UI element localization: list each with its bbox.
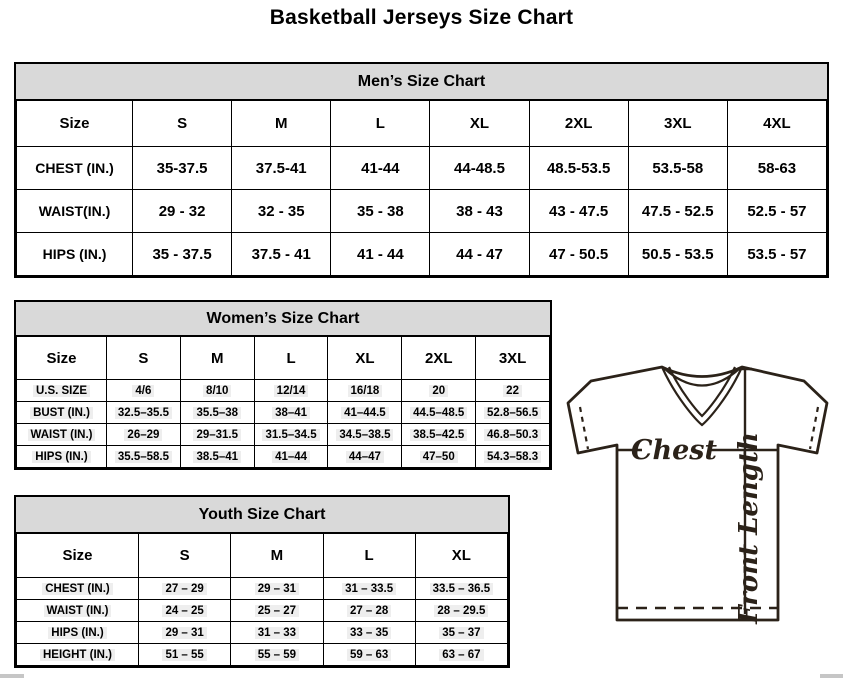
- size-header-2xl: 2XL: [529, 101, 628, 147]
- measurement-cell: 41 - 44: [331, 233, 430, 276]
- measurement-cell: [254, 402, 328, 424]
- measurement-cell: [254, 380, 328, 402]
- measurement-cell: [139, 644, 231, 666]
- row-label: WAIST(IN.): [17, 190, 133, 233]
- measurement-cell: 29 - 32: [133, 190, 232, 233]
- measurement-cell-text: 63 – 67: [439, 649, 483, 661]
- measurement-cell-text: 59 – 63: [347, 649, 391, 661]
- table-row: [17, 644, 508, 666]
- row-label: [17, 622, 139, 644]
- measurement-cell: 38 - 43: [430, 190, 529, 233]
- measurement-cell: [323, 622, 415, 644]
- table-row: [17, 622, 508, 644]
- measurement-cell: [415, 622, 507, 644]
- measurement-cell: [476, 424, 550, 446]
- measurement-cell: 37.5 - 41: [232, 233, 331, 276]
- measurement-cell: 48.5-53.5: [529, 147, 628, 190]
- measurement-cell: 52.5 - 57: [727, 190, 826, 233]
- measurement-cell-text: 52.8–56.5: [484, 407, 541, 419]
- measurement-cell: [254, 424, 328, 446]
- measurement-cell: 47.5 - 52.5: [628, 190, 727, 233]
- row-label: [17, 578, 139, 600]
- measurement-cell-text: 8/10: [203, 385, 231, 397]
- measurement-cell-text: 38–41: [272, 407, 310, 419]
- measurement-cell: 35-37.5: [133, 147, 232, 190]
- row-label: [17, 402, 107, 424]
- measurement-cell-text: 41–44.5: [341, 407, 389, 419]
- measurement-cell: [323, 644, 415, 666]
- table-row: [17, 233, 827, 276]
- measurement-cell: 58-63: [727, 147, 826, 190]
- measurement-cell: [415, 644, 507, 666]
- measurement-cell-text: 54.3–58.3: [484, 451, 541, 463]
- measurement-cell: [328, 402, 402, 424]
- measurement-cell-text: 35 – 37: [439, 627, 483, 639]
- measurement-cell: [107, 424, 181, 446]
- measurement-cell: 32 - 35: [232, 190, 331, 233]
- jersey-outline-shape: [568, 367, 827, 620]
- row-label-text: U.S. SIZE: [33, 385, 90, 397]
- womens-table-title: Women’s Size Chart: [16, 302, 550, 336]
- size-header-row: [17, 534, 508, 578]
- table-row: [17, 600, 508, 622]
- table-row: [17, 424, 550, 446]
- measurement-cell-text: 24 – 25: [162, 605, 206, 617]
- measurement-cell: 50.5 - 53.5: [628, 233, 727, 276]
- measurement-cell-text: 27 – 28: [347, 605, 391, 617]
- measurement-cell-text: 29 – 31: [255, 583, 299, 595]
- size-header-m: M: [180, 337, 254, 380]
- measurement-cell: [415, 578, 507, 600]
- row-label: [17, 424, 107, 446]
- row-label-text: WAIST (IN.): [28, 429, 96, 441]
- row-label: HIPS (IN.): [17, 233, 133, 276]
- youth-table-title: Youth Size Chart: [16, 497, 508, 533]
- chest-label: Chest: [631, 435, 717, 466]
- measurement-cell: [231, 622, 323, 644]
- size-header-l: L: [331, 101, 430, 147]
- measurement-cell-text: 31 – 33.5: [342, 583, 396, 595]
- row-label-text: CHEST (IN.): [42, 583, 113, 595]
- measurement-cell: [402, 380, 476, 402]
- size-header-xl: XL: [328, 337, 402, 380]
- measurement-cell-text: 32.5–35.5: [115, 407, 172, 419]
- measurement-cell: 44-48.5: [430, 147, 529, 190]
- measurement-cell: [231, 578, 323, 600]
- measurement-cell: [402, 424, 476, 446]
- measurement-cell-text: 33.5 – 36.5: [430, 583, 494, 595]
- row-label: [17, 600, 139, 622]
- measurement-cell: [180, 402, 254, 424]
- measurement-cell-text: 35.5–58.5: [115, 451, 172, 463]
- measurement-cell-text: 51 – 55: [162, 649, 206, 661]
- size-column-header: Size: [17, 534, 139, 578]
- womens-size-table: [16, 336, 550, 468]
- size-header-m: M: [231, 534, 323, 578]
- jersey-measurement-diagram: [558, 360, 840, 628]
- measurement-cell: [180, 446, 254, 468]
- row-label-text: HIPS (IN.): [48, 627, 106, 639]
- size-column-header: Size: [17, 337, 107, 380]
- womens-size-chart: [14, 300, 552, 470]
- row-label: [17, 380, 107, 402]
- measurement-cell-text: 20: [429, 385, 448, 397]
- mens-size-chart: [14, 62, 829, 278]
- measurement-cell-text: 44–47: [346, 451, 384, 463]
- measurement-cell: [328, 446, 402, 468]
- size-header-row: [17, 101, 827, 147]
- row-label-text: BUST (IN.): [30, 407, 93, 419]
- measurement-cell: 44 - 47: [430, 233, 529, 276]
- measurement-cell: [328, 380, 402, 402]
- measurement-cell: 47 - 50.5: [529, 233, 628, 276]
- measurement-cell-text: 46.8–50.3: [484, 429, 541, 441]
- measurement-cell: [476, 446, 550, 468]
- size-header-l: L: [323, 534, 415, 578]
- measurement-cell: [415, 600, 507, 622]
- size-header-4xl: 4XL: [727, 101, 826, 147]
- measurement-cell: [231, 644, 323, 666]
- measurement-cell: 35 - 37.5: [133, 233, 232, 276]
- measurement-cell: [107, 380, 181, 402]
- measurement-cell: [323, 600, 415, 622]
- table-row: [17, 380, 550, 402]
- measurement-cell: [476, 402, 550, 424]
- measurement-cell-text: 34.5–38.5: [336, 429, 393, 441]
- size-header-3xl: 3XL: [628, 101, 727, 147]
- measurement-cell: [180, 424, 254, 446]
- measurement-cell: [139, 622, 231, 644]
- measurement-cell-text: 12/14: [274, 385, 309, 397]
- measurement-cell: 37.5-41: [232, 147, 331, 190]
- measurement-cell-text: 25 – 27: [255, 605, 299, 617]
- size-header-s: S: [133, 101, 232, 147]
- youth-size-chart: [14, 495, 510, 668]
- youth-size-table: [16, 533, 508, 666]
- measurement-cell-text: 44.5–48.5: [410, 407, 467, 419]
- size-header-xl: XL: [415, 534, 507, 578]
- mens-size-table: [16, 100, 827, 276]
- measurement-cell-text: 38.5–41: [193, 451, 241, 463]
- table-row: [17, 446, 550, 468]
- measurement-cell: 53.5 - 57: [727, 233, 826, 276]
- mens-table-title: Men’s Size Chart: [16, 64, 827, 100]
- horizontal-scrollbar-fragment-right[interactable]: [820, 674, 843, 678]
- size-header-s: S: [107, 337, 181, 380]
- measurement-cell-text: 29 – 31: [162, 627, 206, 639]
- row-label: [17, 446, 107, 468]
- measurement-cell-text: 4/6: [132, 385, 154, 397]
- size-header-m: M: [232, 101, 331, 147]
- front-length-label: Front Length: [734, 432, 764, 624]
- row-label: [17, 644, 139, 666]
- table-row: [17, 402, 550, 424]
- measurement-cell-text: 33 – 35: [347, 627, 391, 639]
- measurement-cell-text: 35.5–38: [193, 407, 241, 419]
- size-header-2xl: 2XL: [402, 337, 476, 380]
- measurement-cell: [231, 600, 323, 622]
- measurement-cell-text: 31.5–34.5: [262, 429, 319, 441]
- measurement-cell-text: 29–31.5: [193, 429, 241, 441]
- measurement-cell-text: 41–44: [272, 451, 310, 463]
- measurement-cell: [402, 446, 476, 468]
- measurement-cell-text: 22: [503, 385, 522, 397]
- table-row: [17, 190, 827, 233]
- table-row: [17, 147, 827, 190]
- measurement-cell: 41-44: [331, 147, 430, 190]
- measurement-cell: [107, 402, 181, 424]
- measurement-cell: [254, 446, 328, 468]
- measurement-cell-text: 38.5–42.5: [410, 429, 467, 441]
- measurement-cell: [107, 446, 181, 468]
- measurement-cell: [139, 578, 231, 600]
- measurement-cell: 43 - 47.5: [529, 190, 628, 233]
- size-header-xl: XL: [430, 101, 529, 147]
- measurement-cell-text: 16/18: [348, 385, 383, 397]
- measurement-cell: [323, 578, 415, 600]
- row-label: CHEST (IN.): [17, 147, 133, 190]
- measurement-cell: [402, 402, 476, 424]
- measurement-cell-text: 47–50: [420, 451, 458, 463]
- size-header-s: S: [139, 534, 231, 578]
- size-header-3xl: 3XL: [476, 337, 550, 380]
- measurement-cell-text: 26–29: [124, 429, 162, 441]
- measurement-cell: [139, 600, 231, 622]
- horizontal-scrollbar-fragment-left[interactable]: [0, 674, 24, 678]
- measurement-cell-text: 55 – 59: [255, 649, 299, 661]
- measurement-cell: [476, 380, 550, 402]
- row-label-text: HEIGHT (IN.): [40, 649, 115, 661]
- measurement-cell-text: 31 – 33: [255, 627, 299, 639]
- page-title: Basketball Jerseys Size Chart: [269, 6, 574, 29]
- measurement-cell: 53.5-58: [628, 147, 727, 190]
- table-row: [17, 578, 508, 600]
- measurement-cell-text: 27 – 29: [162, 583, 206, 595]
- measurement-cell: [180, 380, 254, 402]
- measurement-cell-text: 28 – 29.5: [434, 605, 488, 617]
- size-column-header: Size: [17, 101, 133, 147]
- row-label-text: WAIST (IN.): [44, 605, 112, 617]
- measurement-cell: 35 - 38: [331, 190, 430, 233]
- measurement-cell: [328, 424, 402, 446]
- size-header-row: [17, 337, 550, 380]
- row-label-text: HIPS (IN.): [32, 451, 90, 463]
- size-header-l: L: [254, 337, 328, 380]
